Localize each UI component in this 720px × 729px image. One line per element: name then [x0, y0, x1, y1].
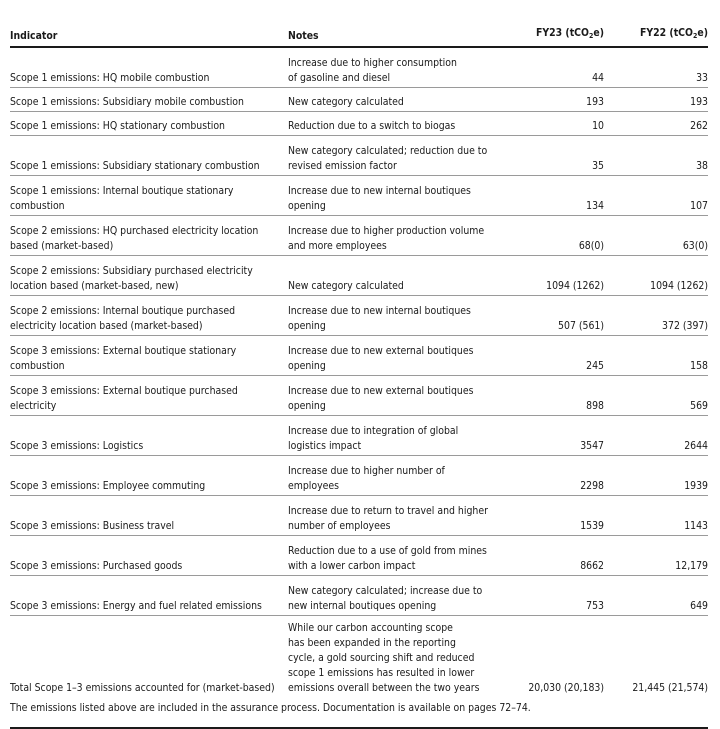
cell-fy23: 1539: [508, 496, 614, 536]
cell-indicator-line: Scope 2 emissions: Subsidiary purchased electricity: [10, 265, 253, 277]
table-body: [10, 48, 708, 697]
table-row: [10, 88, 708, 112]
cell-notes-line: Reduction due to a use of gold from mines: [288, 545, 487, 557]
header-fy23: FY23 (tCO$_2$e): [508, 0, 614, 48]
cell-indicator-line: electricity location based (market-based): [10, 320, 203, 332]
cell-fy23: 245: [508, 336, 614, 376]
cell-fy22: 107: [614, 176, 708, 216]
cell-fy22: 33: [614, 48, 708, 88]
table-row: [10, 48, 708, 88]
cell-fy22: 262: [614, 112, 708, 136]
cell-fy22: 12,179: [614, 536, 708, 576]
cell-indicator-line: Scope 2 emissions: Internal boutique purchased: [10, 305, 236, 317]
cell-notes-line: opening: [288, 200, 326, 212]
cell-indicator: [10, 296, 282, 336]
cell-indicator-line: Scope 3 emissions: Purchased goods: [10, 560, 183, 572]
table-row: [10, 112, 708, 136]
cell-fy23: 35: [508, 136, 614, 176]
cell-notes-line: logistics impact: [288, 440, 362, 452]
cell-notes-line: Increase due to return to travel and higher: [288, 505, 488, 517]
cell-notes: [282, 456, 508, 496]
cell-fy23: 898: [508, 376, 614, 416]
table-row: [10, 496, 708, 536]
cell-indicator: [10, 48, 282, 88]
cell-fy23: 193: [508, 88, 614, 112]
table-row: [10, 256, 708, 296]
cell-indicator-line: electricity: [10, 400, 57, 412]
cell-notes-line: Increase due to new external boutiques: [288, 385, 474, 397]
table-row: [10, 176, 708, 216]
cell-fy22: 649: [614, 576, 708, 616]
cell-notes: [282, 536, 508, 576]
cell-notes-line: with a lower carbon impact: [288, 560, 416, 572]
cell-notes-line: Increase due to new external boutiques: [288, 345, 474, 357]
cell-notes-line: emissions overall between the two years: [288, 682, 480, 694]
cell-indicator: [10, 336, 282, 376]
cell-notes: [282, 496, 508, 536]
cell-fy22: 569: [614, 376, 708, 416]
cell-fy22: 158: [614, 336, 708, 376]
cell-indicator: [10, 112, 282, 136]
cell-fy23: 753: [508, 576, 614, 616]
cell-fy23: 68(0): [508, 216, 614, 256]
cell-fy22: 1939: [614, 456, 708, 496]
cell-fy23: 8662: [508, 536, 614, 576]
table-row: [10, 296, 708, 336]
cell-notes: [282, 416, 508, 456]
cell-indicator: [10, 256, 282, 296]
cell-notes-line: While our carbon accounting scope: [288, 622, 453, 634]
cell-notes-line: Increase due to higher number of: [288, 465, 445, 477]
emissions-table: [10, 0, 708, 697]
cell-indicator: [10, 136, 282, 176]
cell-notes-line: New category calculated: [288, 280, 404, 292]
cell-indicator-line: location based (market-based, new): [10, 280, 179, 292]
table-row: [10, 336, 708, 376]
cell-indicator-line: combustion: [10, 200, 65, 212]
cell-indicator-line: Scope 1 emissions: Subsidiary mobile combustion: [10, 96, 244, 108]
cell-indicator-line: combustion: [10, 360, 65, 372]
cell-fy22: 38: [614, 136, 708, 176]
cell-indicator-line: Scope 3 emissions: Energy and fuel related emissions: [10, 600, 262, 612]
cell-notes-line: New category calculated; increase due to: [288, 585, 483, 597]
header-notes: Notes: [282, 0, 508, 48]
header-indicator: Indicator: [10, 0, 282, 48]
footnote: The emissions listed above are included in the assurance process. Documentation is available on pages 72–74.: [10, 697, 708, 729]
cell-fy23: 20,030 (20,183): [528, 682, 604, 694]
cell-notes: [282, 576, 508, 616]
cell-indicator-line: Scope 2 emissions: HQ purchased electricity location: [10, 225, 259, 237]
cell-indicator: [10, 88, 282, 112]
cell-indicator-line: Scope 1 emissions: Subsidiary stationary combustion: [10, 160, 260, 172]
cell-notes-line: Increase due to new internal boutiques: [288, 305, 471, 317]
cell-indicator: [10, 216, 282, 256]
cell-notes: [282, 616, 508, 697]
cell-fy23: 2298: [508, 456, 614, 496]
cell-indicator: [10, 496, 282, 536]
cell-indicator: [10, 416, 282, 456]
cell-notes: [282, 256, 508, 296]
cell-notes-line: revised emission factor: [288, 160, 397, 172]
cell-fy23: 3547: [508, 416, 614, 456]
cell-fy23: 10: [508, 112, 614, 136]
cell-fy22: 21,445 (21,574): [632, 682, 708, 694]
cell-fy22: 372 (397): [614, 296, 708, 336]
cell-notes-line: Increase due to higher consumption: [288, 57, 457, 69]
cell-notes-line: opening: [288, 360, 326, 372]
table-row: [10, 536, 708, 576]
cell-notes-line: opening: [288, 320, 326, 332]
cell-notes-line: Increase due to higher production volume: [288, 225, 485, 237]
cell-notes: [282, 216, 508, 256]
cell-notes: [282, 136, 508, 176]
cell-notes: [282, 48, 508, 88]
emissions-table-wrapper: [10, 0, 708, 729]
cell-fy22: 1143: [614, 496, 708, 536]
table-row: [10, 616, 708, 697]
cell-indicator-line: Scope 3 emissions: Logistics: [10, 440, 144, 452]
cell-notes-line: has been expanded in the reporting: [288, 637, 456, 649]
cell-notes: [282, 176, 508, 216]
table-header-row: [10, 0, 708, 48]
cell-notes-line: scope 1 emissions has resulted in lower: [288, 667, 475, 679]
cell-fy23: 507 (561): [508, 296, 614, 336]
cell-notes: [282, 296, 508, 336]
table-row: [10, 456, 708, 496]
cell-indicator: [10, 616, 282, 697]
cell-indicator-line: Scope 3 emissions: External boutique purchased: [10, 385, 238, 397]
cell-fy23: 1094 (1262): [508, 256, 614, 296]
cell-notes-line: opening: [288, 400, 326, 412]
cell-notes-line: New category calculated: [288, 96, 404, 108]
cell-indicator: [10, 376, 282, 416]
table-row: [10, 216, 708, 256]
table-row: [10, 376, 708, 416]
table-row: [10, 416, 708, 456]
cell-indicator: [10, 456, 282, 496]
cell-notes-line: Increase due to new internal boutiques: [288, 185, 471, 197]
cell-notes-line: cycle, a gold sourcing shift and reduced: [288, 652, 475, 664]
cell-notes: [282, 336, 508, 376]
cell-notes: [282, 376, 508, 416]
cell-fy22: 63(0): [614, 216, 708, 256]
cell-fy23: 134: [508, 176, 614, 216]
cell-indicator: [10, 576, 282, 616]
table-row: [10, 136, 708, 176]
table-row: [10, 576, 708, 616]
cell-indicator-line: Scope 1 emissions: HQ stationary combustion: [10, 120, 225, 132]
cell-notes-line: Reduction due to a switch to biogas: [288, 120, 456, 132]
cell-indicator-line: Scope 1 emissions: Internal boutique stationary: [10, 185, 234, 197]
cell-notes-line: Increase due to integration of global: [288, 425, 459, 437]
cell-notes: [282, 88, 508, 112]
cell-indicator: [10, 536, 282, 576]
cell-notes-line: employees: [288, 480, 340, 492]
cell-fy22: 193: [614, 88, 708, 112]
cell-fy23: 44: [508, 48, 614, 88]
cell-notes: [282, 112, 508, 136]
header-fy22: FY22 (tCO$_2$e): [614, 0, 708, 48]
cell-indicator-line: Scope 3 emissions: Employee commuting: [10, 480, 206, 492]
cell-notes-line: New category calculated; reduction due to: [288, 145, 488, 157]
cell-notes-line: and more employees: [288, 240, 387, 252]
cell-indicator-line: Scope 3 emissions: Business travel: [10, 520, 175, 532]
cell-fy22: 2644: [614, 416, 708, 456]
cell-indicator: [10, 176, 282, 216]
cell-indicator-line: Scope 1 emissions: HQ mobile combustion: [10, 72, 210, 84]
cell-notes-line: of gasoline and diesel: [288, 72, 391, 84]
cell-fy22: 1094 (1262): [614, 256, 708, 296]
cell-indicator-line: Scope 3 emissions: External boutique stationary: [10, 345, 237, 357]
cell-notes-line: number of employees: [288, 520, 391, 532]
cell-indicator-line: Total Scope 1–3 emissions accounted for (market-based): [10, 682, 275, 694]
cell-notes-line: new internal boutiques opening: [288, 600, 437, 612]
cell-indicator-line: based (market-based): [10, 240, 114, 252]
